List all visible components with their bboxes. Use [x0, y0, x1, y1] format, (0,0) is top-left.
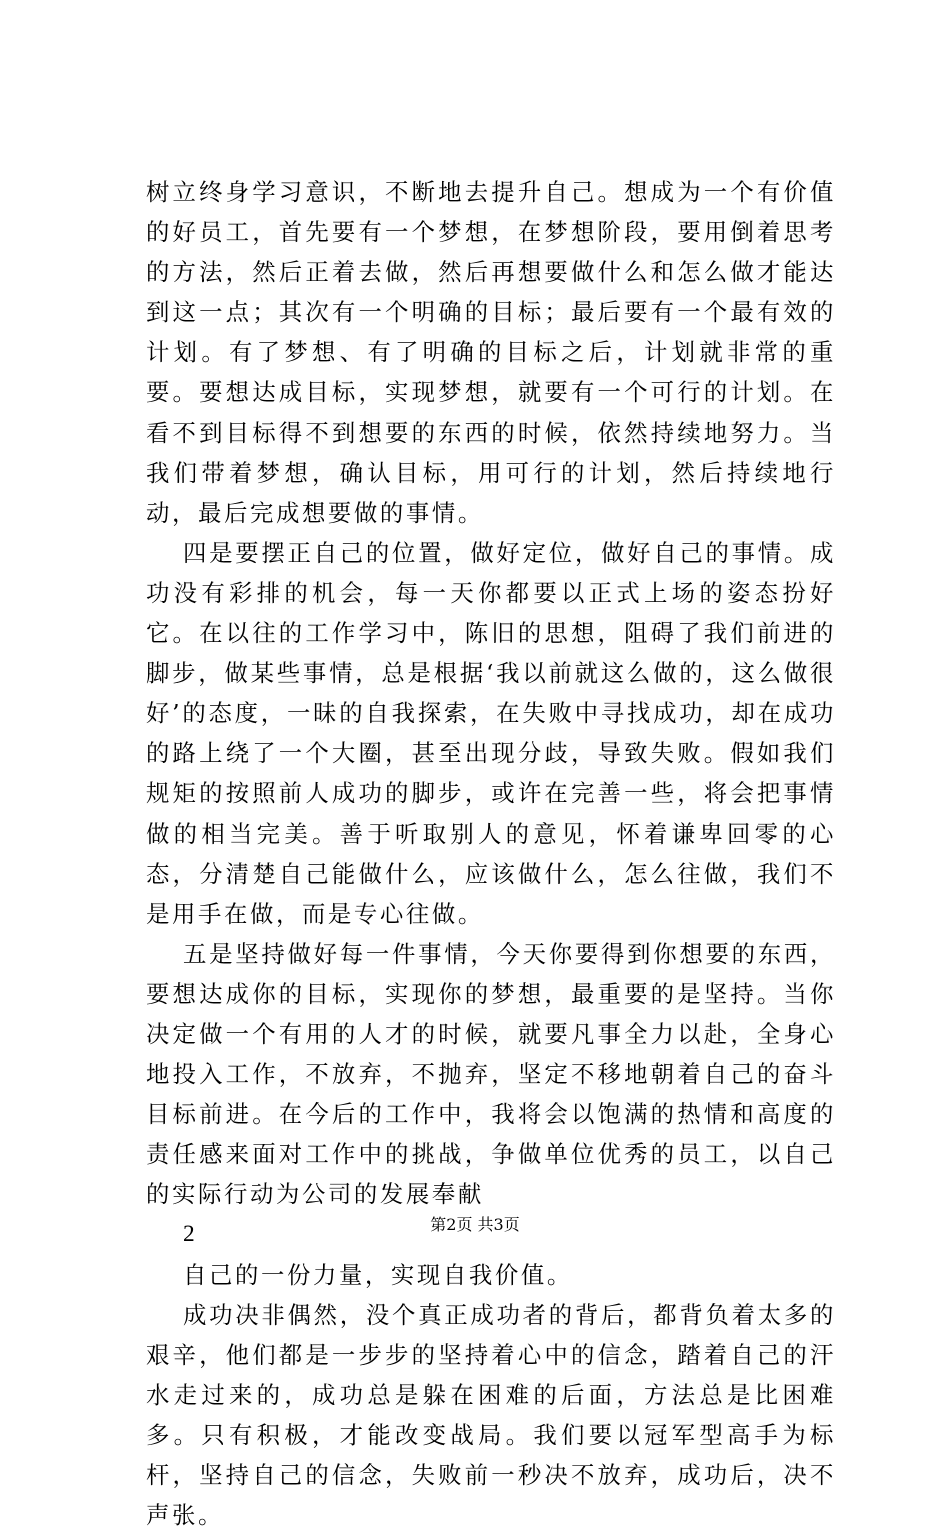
page-footer: 第2页 共3页: [430, 1215, 520, 1234]
paragraph-point-five: 五是坚持做好每一件事情，今天你要得到你想要的东西，要想达成你的目标，实现你的梦想，最重要的是坚持。当你决定做一个有用的人才的时候，就要凡事全力以赴，全身心地投入工作，不放弃，不抛弃，坚定不移地朝着自己的奋斗目标前进。在今后的工作中，我将会以饱满的热情和高度的责任感来面对工作中的挑战，争做单位优秀的员工，以自己的实际行动为公司的发展奉献: [146, 939, 836, 1209]
document-body: [146, 172, 836, 1535]
paragraph-self-value: 自己的一份力量，实现自我价值。: [183, 1260, 573, 1289]
inline-page-number: 2: [183, 1221, 195, 1248]
paragraph-continuation: 树立终身学习意识，不断地去提升自己。想成为一个有价值的好员工，首先要有一个梦想，在梦想阶段，要用倒着思考的方法，然后正着去做，然后再想要做什么和怎么做才能达到这一点；其次有一个明确的目标；最后要有一个最有效的计划。有了梦想、有了明确的目标之后，计划就非常的重要。要想达成目标，实现梦想，就要有一个可行的计划。在看不到目标得不到想要的东西的时候，依然持续地努力。当我们带着梦想，确认目标，用可行的计划，然后持续地行动，最后完成想要做的事情。: [146, 178, 836, 527]
paragraph-point-four: 四是要摆正自己的位置，做好定位，做好自己的事情。成功没有彩排的机会，每一天你都要以正式上场的姿态扮好它。在以往的工作学习中，陈旧的思想，阻碍了我们前进的脚步，做某些事情，总是根据‘我以前就这么做的，这么做很好’的态度，一昧的自我探索，在失败中寻找成功，却在成功的路上绕了一个大圈，甚至出现分歧，导致失败。假如我们规矩的按照前人成功的脚步，或许在完善一些，将会把事情做的相当完美。善于听取别人的意见，怀着谦卑回零的心态，分清楚自己能做什么，应该做什么，怎么往做，我们不是用手在做，而是专心往做。: [146, 538, 836, 928]
paragraph-success: 成功决非偶然，没个真正成功者的背后，都背负着太多的艰辛，他们都是一步步的坚持着心中的信念，踏着自己的汗水走过来的，成功总是躲在困难的后面，方法总是比困难多。只有积极，才能改变战局。我们要以冠军型高手为标杆，坚持自己的信念，失败前一秒决不放弃，成功后，决不声张。: [146, 1300, 836, 1530]
